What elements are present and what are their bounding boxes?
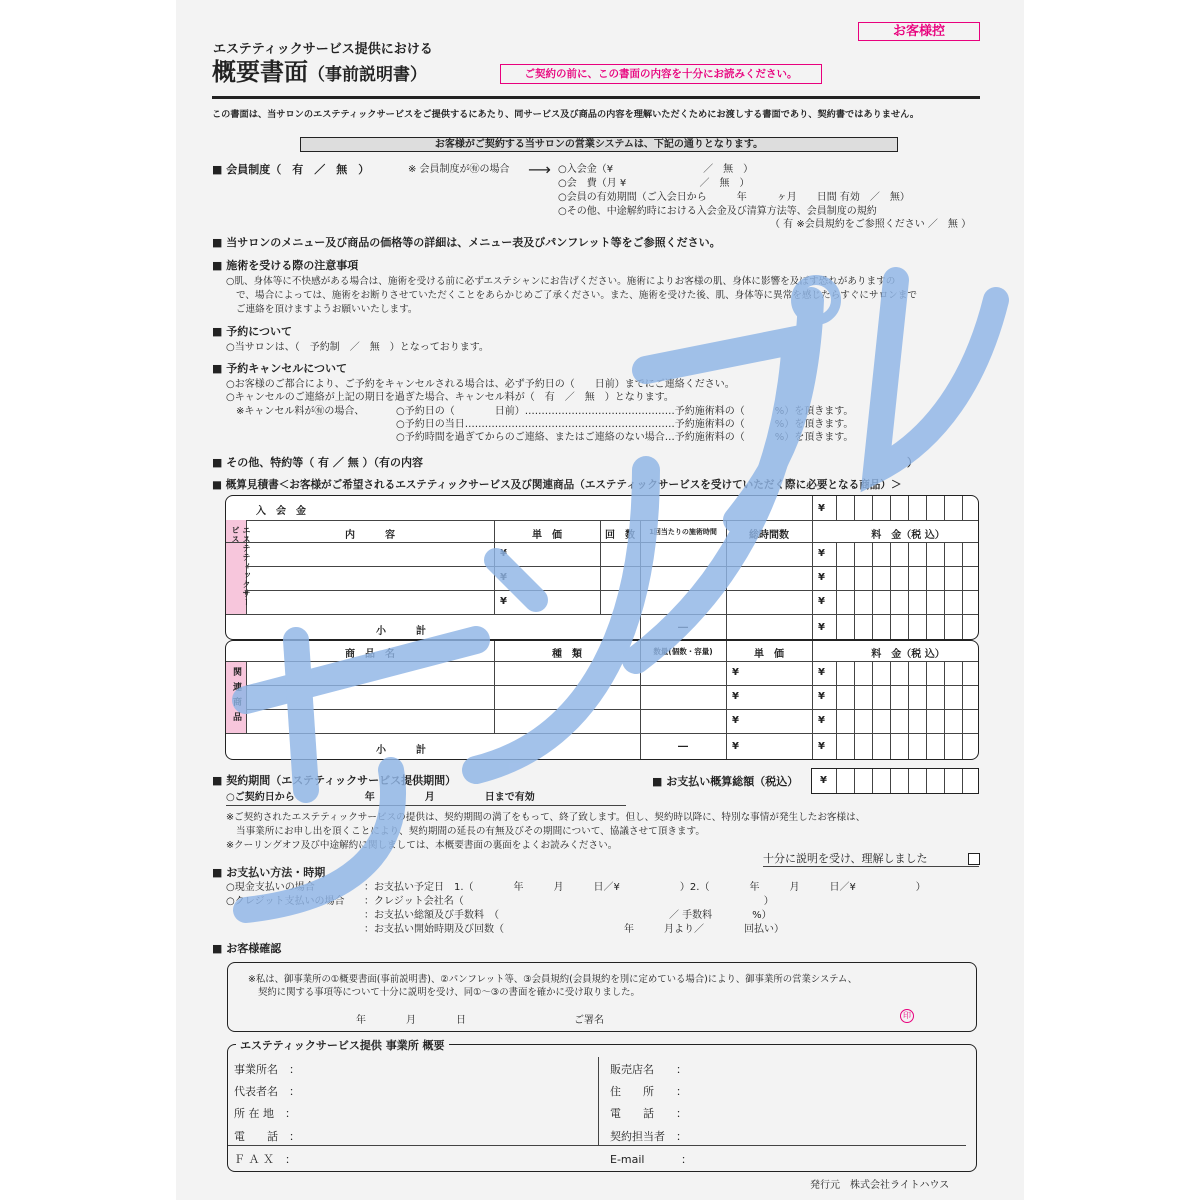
arrow-icon: ⟶ — [528, 160, 551, 179]
copy-stamp: お客様控 — [858, 22, 980, 41]
table-rule — [854, 769, 855, 793]
membership-line-1: ○入会金（¥ ／ 無 ） — [558, 164, 754, 175]
table-rule — [872, 496, 873, 520]
yen-mark: ¥ — [818, 503, 825, 514]
col-qty: 数量(個数・容量) — [653, 647, 713, 656]
document-title-main: 概要書面 — [212, 58, 308, 86]
yen-mark: ¥ — [732, 741, 739, 752]
yen-mark: ¥ — [820, 775, 827, 786]
membership-line-4: ○その他、中途解約時における入会金及び清算方法等、会員制度の規約 — [558, 206, 877, 217]
office-left-2: 代表者名 ： — [234, 1085, 300, 1098]
treatment-line-3: ご連絡を頂けますようお願いいたします。 — [236, 304, 418, 315]
table-rule — [836, 661, 837, 760]
table-rule — [494, 641, 495, 733]
yen-mark: ¥ — [818, 572, 825, 583]
membership-line-5: （ 有 ※会員規約をご参照ください ／ 無 ） — [770, 219, 972, 230]
confirm-text-2: 契約に関する事項等について十分に説明を受け、同①〜③の書面を確かに受け取りました。 — [258, 987, 640, 998]
table-rule — [246, 566, 979, 567]
table-rule — [926, 661, 927, 760]
treatment-line-1: ○肌、身体等に不快感がある場合は、施術を受ける前に必ずエステシャンにお告げください。施術によりお客様の肌、身体に影響を及ぼす恐れがありますの — [226, 276, 896, 287]
membership-heading: ■ 会員制度（ 有 ／ 無 ） — [212, 163, 370, 176]
table-rule — [890, 496, 891, 520]
table-rule — [226, 614, 979, 615]
table-rule — [640, 641, 641, 760]
payment-heading: ■ お支払い方法・時期 — [212, 866, 326, 879]
cancel-fee-note: ※キャンセル料が㊒の場合、 — [236, 406, 365, 417]
table-rule — [944, 542, 945, 640]
yen-mark: ¥ — [500, 596, 507, 607]
contract-note-1: ※ご契約されたエステティックサービスの提供は、契約期間の満了をもって、終了致します。但し、契約時以降に、特別な事情が発生したお客様は、 — [226, 812, 866, 823]
table-rule — [962, 542, 963, 640]
table-rule — [836, 542, 837, 640]
document-title-paren: （事前説明書） — [308, 65, 427, 85]
special-terms: ■ その他、特約等（ 有 ／ 無 ）（有の内容 ） — [212, 456, 919, 469]
table-rule — [872, 542, 873, 640]
contract-note-2: 当事業所にお申し出を頂くことにより、契約期間の延長の有無及びその期間について、協議させて頂きます。 — [236, 826, 705, 837]
table-rule — [226, 661, 979, 662]
table-rule — [598, 1057, 599, 1145]
system-box: お客様がご契約する当サロンの営業システムは、下記の通りとなります。 — [300, 137, 898, 152]
table-rule — [812, 641, 813, 760]
table-rule — [962, 496, 963, 520]
estimate-heading: ■ 概算見積書＜お客様がご希望されるエステティックサービス及び関連商品（エステティックサービスを受けていただく際に必要となる商品）＞ — [212, 479, 902, 491]
membership-condition: ※ 会員制度が㊒の場合 — [408, 164, 510, 175]
table-rule — [908, 769, 909, 793]
yen-mark: ¥ — [732, 691, 739, 702]
table-rule — [226, 733, 979, 734]
payment-credit-label: ○クレジット支払いの場合 — [226, 896, 345, 907]
subtotal-label: 小 計 — [376, 745, 426, 756]
entry-fee-label: 入 会 金 — [256, 506, 306, 517]
contract-line: ○ご契約日から 年 月 日まで有効 — [226, 792, 535, 803]
col-count: 回 数 — [605, 530, 635, 541]
cancel-line-1: ○お客様のご都合により、ご予約をキャンセルされる場合は、必ず予約日の（ 日前）までにご連絡ください。 — [226, 379, 735, 390]
subtotal-label: 小 計 — [376, 626, 426, 637]
yen-mark: ¥ — [818, 596, 825, 607]
col-unit-price: 単 価 — [754, 649, 784, 660]
yen-mark: ¥ — [818, 667, 825, 678]
table-rule — [812, 496, 813, 640]
reservation-line: ○当サロンは、（ 予約制 ／ 無 ）となっております。 — [226, 342, 489, 353]
contract-note-3: ※クーリングオフ及び中途解約に関しましては、本概要書面の裏面をよくお読みください。 — [226, 840, 618, 851]
office-title: エステティックサービス提供 事業所 概要 — [236, 1037, 449, 1053]
confirm-box — [227, 962, 977, 1032]
treatment-heading: ■ 施術を受ける際の注意事項 — [212, 259, 359, 272]
yen-mark: ¥ — [732, 715, 739, 726]
table-rule — [944, 496, 945, 520]
payment-cash-label: ○現金支払いの場合 — [226, 882, 315, 893]
table-rule — [226, 542, 979, 543]
payment-line-2: ：クレジット会社名（ ） — [364, 896, 774, 907]
table-rule — [944, 661, 945, 760]
col-content: 内 容 — [345, 530, 395, 541]
table-rule — [640, 520, 641, 614]
col-type: 種 類 — [552, 649, 582, 660]
office-right-4: 契約担当者 ： — [610, 1130, 687, 1143]
confirm-heading: ■ お客様確認 — [212, 942, 282, 955]
table-rule — [226, 520, 979, 521]
col-total-time: 総時間数 — [749, 530, 789, 541]
table-rule — [908, 661, 909, 760]
office-right-1: 販売店名 ： — [610, 1063, 687, 1076]
table-rule — [836, 769, 837, 793]
read-notice: ご契約の前に、この書面の内容を十分にお読みください。 — [500, 64, 822, 84]
office-right-2: 住 所 ： — [610, 1085, 687, 1098]
product-side-label: 関連商品 — [226, 661, 247, 733]
contract-rule — [226, 805, 626, 806]
table-rule — [962, 769, 963, 793]
office-right-5: E-mail ： — [610, 1153, 692, 1166]
understand-label: 十分に説明を受け、理解しました — [763, 852, 928, 865]
reservation-heading: ■ 予約について — [212, 325, 293, 338]
table-rule — [926, 769, 927, 793]
table-rule — [854, 542, 855, 640]
payment-line-4: ：お支払い開始時期及び回数（ 年 月より／ 回払い） — [364, 924, 784, 935]
service-side-label: エステティックサービス — [226, 520, 247, 614]
col-time-per: 1回当たりの施術時間 — [649, 528, 717, 536]
yen-mark: ¥ — [818, 622, 825, 633]
col-product-name: 商 品 名 — [345, 649, 395, 660]
membership-line-3: ○会員の有効期間（ご入会日から 年 ヶ月 日間 有効 ／ 無） — [558, 192, 910, 203]
table-rule — [872, 769, 873, 793]
intro-text: この書面は、当サロンのエステティックサービスをご提供するにあたり、同サービス及び商品の内容を理解いただくためにお渡しする書面であり、契約書ではありません。 — [212, 109, 920, 120]
subtotal-dash: ― — [678, 741, 688, 752]
product-table — [225, 640, 979, 760]
estimate-table — [225, 495, 979, 640]
table-rule — [854, 496, 855, 520]
yen-mark: ¥ — [500, 548, 507, 559]
total-box — [811, 768, 979, 794]
yen-mark: ¥ — [818, 548, 825, 559]
table-rule — [640, 614, 641, 640]
total-label: ■ お支払い概算総額（税込） — [652, 775, 799, 788]
col-unit-price: 単 価 — [532, 530, 562, 541]
menu-notice: ■ 当サロンのメニュー及び商品の価格等の詳細は、メニュー表及びパンフレット等をご参照ください。 — [212, 236, 721, 249]
office-left-1: 事業所名 ： — [234, 1063, 300, 1076]
col-fee: 料 金（税 込） — [871, 649, 945, 660]
table-rule — [836, 496, 837, 520]
table-rule — [600, 520, 601, 614]
yen-mark: ¥ — [732, 667, 739, 678]
table-rule — [246, 685, 979, 686]
yen-mark: ¥ — [818, 715, 825, 726]
subtotal-dash: ― — [678, 622, 688, 633]
document-subtitle: エステティックサービス提供における — [213, 42, 433, 57]
table-rule — [962, 661, 963, 760]
office-right-3: 電 話 ： — [610, 1107, 687, 1120]
cancel-fee-3: ○予約時間を過ぎてからのご連絡、またはご連絡のない場合…予約施術料の（ %）を頂きます。 — [396, 432, 854, 443]
table-rule — [944, 769, 945, 793]
cancel-fee-2: ○予約日の当日………………………………………………………予約施術料の（ %）を頂きます。 — [396, 419, 854, 430]
membership-line-2: ○会 費（月 ¥ ／ 無 ） — [558, 178, 750, 189]
understand-checkbox[interactable] — [968, 853, 980, 865]
table-rule — [494, 520, 495, 614]
table-rule — [890, 661, 891, 760]
cancel-heading: ■ 予約キャンセルについて — [212, 362, 348, 375]
table-rule — [246, 709, 979, 710]
table-rule — [872, 661, 873, 760]
payment-line-3: ：お支払い総額及び手数料 （ ／ 手数料 %） — [364, 910, 772, 921]
title-rule — [212, 96, 980, 99]
contract-heading: ■ 契約期間（エステティックサービス提供期間） — [212, 774, 457, 787]
table-rule — [890, 542, 891, 640]
col-fee: 料 金（税 込） — [871, 530, 945, 541]
table-rule — [726, 641, 727, 760]
document-title — [212, 58, 427, 89]
office-left-5: Ｆ Ａ Ｘ ： — [234, 1153, 296, 1166]
signature-label: ご署名 — [574, 1015, 604, 1026]
office-left-4: 電 話 ： — [234, 1130, 300, 1143]
confirm-text-1: ※私は、御事業所の①概要書面(事前説明書)、②パンフレット等、③会員規約(会員規約を別に定めている場合)により、御事業所の営業システム、 — [248, 974, 858, 985]
treatment-line-2: で、場合によっては、施術をお断りさせていただくことをあらかじめご了承ください。また、施術を受けた後、肌、身体等に異常を感じたらすぐにサロンまで — [236, 290, 917, 301]
cancel-fee-1: ○予約日の（ 日前）………………………………………予約施術料の（ %）を頂きます。 — [396, 406, 854, 417]
yen-mark: ¥ — [500, 572, 507, 583]
table-rule — [726, 520, 727, 640]
payment-line-1: ：お支払い予定日 1.（ 年 月 日／¥ ）2.（ 年 月 日／¥ ） — [364, 882, 926, 893]
yen-mark: ¥ — [818, 691, 825, 702]
cancel-line-2: ○キャンセルのご連絡が上記の期日を過ぎた場合、キャンセル料が（ 有 ／ 無 ）となります。 — [226, 392, 674, 403]
table-rule — [926, 542, 927, 640]
understand-rule — [763, 866, 979, 867]
table-rule — [246, 590, 979, 591]
table-rule — [890, 769, 891, 793]
table-rule — [926, 496, 927, 520]
publisher: 発行元 株式会社ライトハウス — [810, 1180, 950, 1191]
office-box — [227, 1039, 977, 1172]
table-rule — [228, 1145, 966, 1146]
table-rule — [854, 661, 855, 760]
seal-icon: 印 — [900, 1009, 914, 1023]
confirm-date: 年 月 日 — [356, 1015, 466, 1026]
office-left-3: 所 在 地 ： — [234, 1107, 296, 1120]
table-rule — [908, 542, 909, 640]
table-rule — [908, 496, 909, 520]
yen-mark: ¥ — [818, 741, 825, 752]
